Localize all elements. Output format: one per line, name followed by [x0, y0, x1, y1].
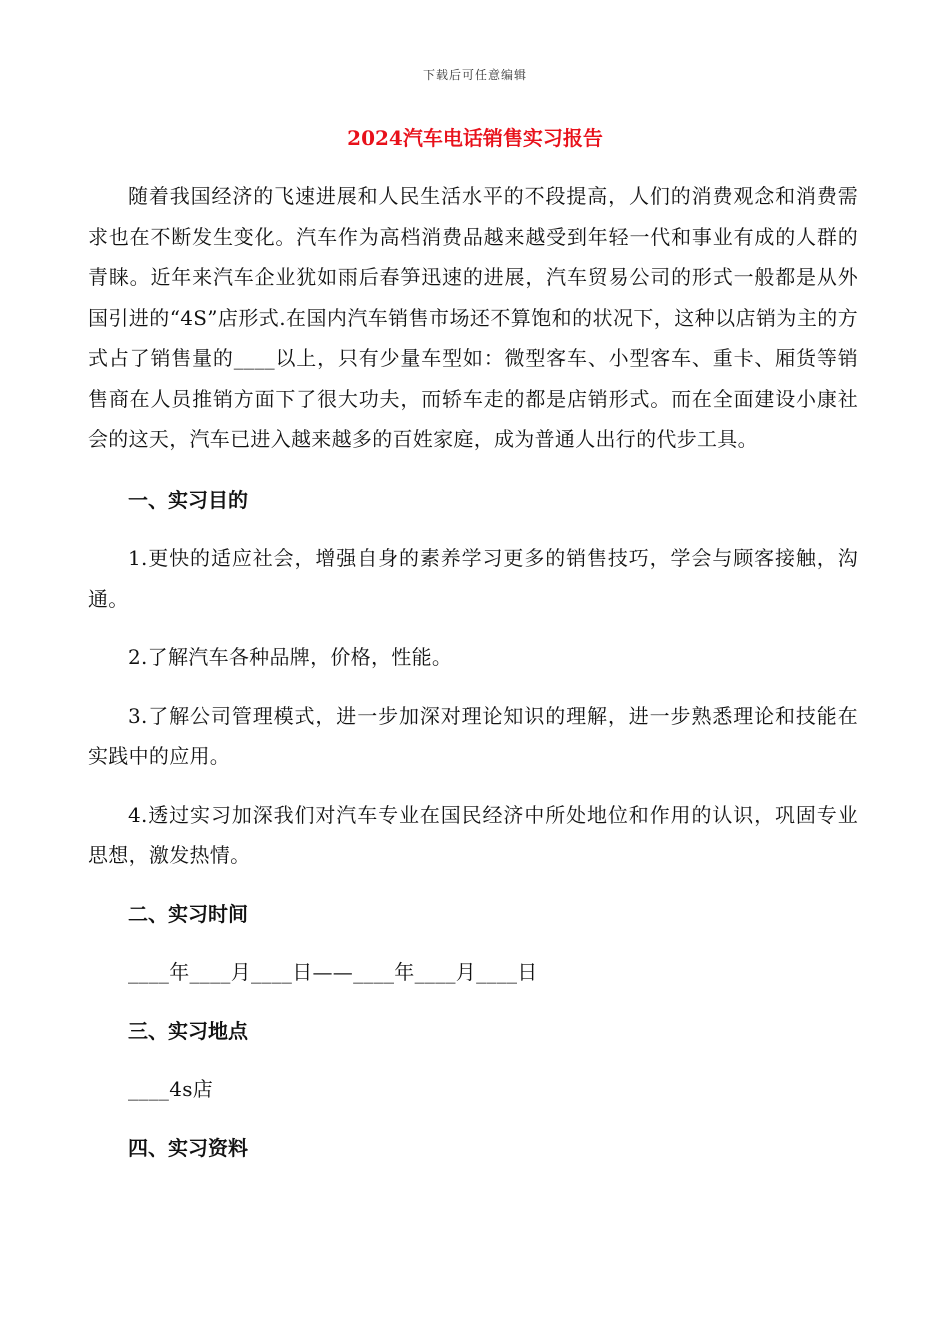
- header-note: 下载后可任意编辑: [422, 68, 527, 82]
- document-body: [88, 176, 858, 1186]
- section-heading-content: 四、实习资料: [128, 1135, 248, 1160]
- internship-place-text: ____4s店: [128, 1077, 214, 1101]
- document-title: 2024汽车电话销售实习报告: [347, 126, 603, 150]
- purpose-item: 4.透过实习加深我们对汽车专业在国民经济中所处地位和作用的认识，巩固专业思想，激发热情。: [88, 802, 858, 867]
- section-heading-time: 二、实习时间: [128, 901, 248, 926]
- section-heading-purpose: 一、实习目的: [128, 487, 248, 512]
- intro-paragraph: 随着我国经济的飞速进展和人民生活水平的不段提高，人们的消费观念和消费需求也在不断发生变化。汽车作为高档消费品越来越受到年轻一代和事业有成的人群的青睐。近年来汽车企业犹如雨后春笋迅速的进展，汽车贸易公司的形式一般都是从外国引进的“4S”店形式.在国内汽车销售市场还不算饱和的状况下，这种以店销为主的方式占了销售量的____以上，只有少量车型如：微型客车、小型客车、重卡、厢货等销售商在人员推销方面下了很大功夫，而轿车走的都是店销形式。而在全面建设小康社会的这天，汽车已进入越来越多的百姓家庭，成为普通人出行的代步工具。: [88, 184, 858, 451]
- internship-time-text: ____年____月____日——____年____月____日: [128, 960, 538, 984]
- purpose-item: 3.了解公司管理模式，进一步加深对理论知识的理解，进一步熟悉理论和技能在实践中的应用。: [88, 703, 858, 768]
- purpose-item: 2.了解汽车各种品牌，价格，性能。: [128, 645, 453, 669]
- section-heading-place: 三、实习地点: [128, 1018, 248, 1043]
- purpose-item: 1.更快的适应社会，增强自身的素养学习更多的销售技巧，学会与顾客接触，沟通。: [88, 546, 858, 611]
